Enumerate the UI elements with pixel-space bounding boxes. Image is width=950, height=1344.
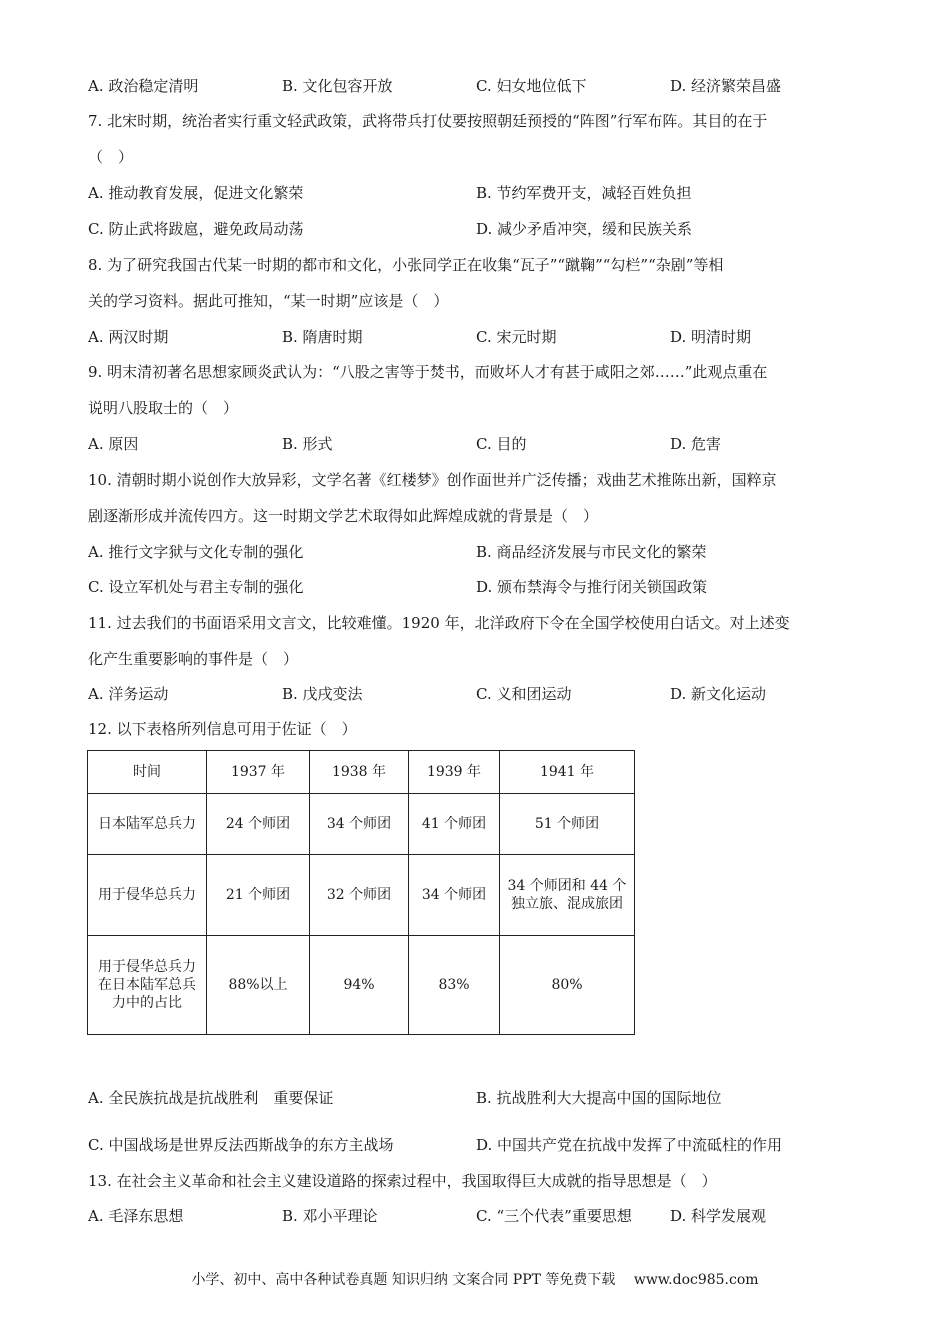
q8-option-a: A. 两汉时期 bbox=[88, 328, 169, 346]
q7-stem-line2: （ ） bbox=[88, 148, 134, 166]
table-header-cell: 时间 bbox=[88, 751, 207, 794]
table-header-cell: 1937 年 bbox=[207, 751, 310, 794]
table-cell: 用于侵华总兵力在日本陆军总兵力中的占比 bbox=[88, 936, 207, 1035]
table-cell: 32 个师团 bbox=[310, 855, 409, 936]
q10-option-c: C. 设立军机处与君主专制的强化 bbox=[88, 578, 304, 596]
q12-option-c: C. 中国战场是世界反法西斯战争的东方主战场 bbox=[88, 1136, 394, 1154]
table-cell: 80% bbox=[500, 936, 635, 1035]
q6-option-a: A. 政治稳定清明 bbox=[88, 77, 199, 95]
q8-option-d: D. 明清时期 bbox=[670, 328, 752, 346]
footer-text: 小学、初中、高中各种试卷真题 知识归纳 文案合同 PPT 等免费下载 www.doc985.com bbox=[191, 1272, 759, 1288]
q11-option-a: A. 洋务运动 bbox=[88, 685, 169, 703]
q9-option-a: A. 原因 bbox=[88, 435, 139, 453]
table-header-cell: 1938 年 bbox=[310, 751, 409, 794]
table-header-cell: 1941 年 bbox=[500, 751, 635, 794]
troop-table bbox=[87, 750, 635, 1035]
q11-stem-line1: 11. 过去我们的书面语采用文言文，比较难懂。1920 年，北洋政府下令在全国学校使用白话文。对上述变 bbox=[88, 614, 790, 632]
q11-option-d: D. 新文化运动 bbox=[670, 685, 767, 703]
table-cell: 用于侵华总兵力 bbox=[88, 855, 207, 936]
q13-option-a: A. 毛泽东思想 bbox=[88, 1207, 184, 1225]
table-cell: 日本陆军总兵力 bbox=[88, 794, 207, 855]
q7-option-d: D. 减少矛盾冲突，缓和民族关系 bbox=[476, 220, 693, 238]
table-cell: 21 个师团 bbox=[207, 855, 310, 936]
q13-stem: 13. 在社会主义革命和社会主义建设道路的探索过程中，我国取得巨大成就的指导思想是（ ） bbox=[88, 1172, 717, 1190]
table-row bbox=[88, 855, 635, 936]
q10-stem-line1: 10. 清朝时期小说创作大放异彩，文学名著《红楼梦》创作面世并广泛传播；戏曲艺术推陈出新，国粹京 bbox=[88, 471, 777, 489]
q9-option-c: C. 目的 bbox=[476, 435, 527, 453]
q9-option-b: B. 形式 bbox=[282, 435, 333, 453]
q6-option-d: D. 经济繁荣昌盛 bbox=[670, 77, 782, 95]
q12-option-d: D. 中国共产党在抗战中发挥了中流砥柱的作用 bbox=[476, 1136, 783, 1154]
table-header-row bbox=[88, 751, 635, 794]
q12-option-b: B. 抗战胜利大大提高中国的国际地位 bbox=[476, 1089, 722, 1107]
q11-option-c: C. 义和团运动 bbox=[476, 685, 572, 703]
table-cell: 41 个师团 bbox=[409, 794, 500, 855]
table-cell: 94% bbox=[310, 936, 409, 1035]
q7-option-c: C. 防止武将跋扈，避免政局动荡 bbox=[88, 220, 304, 238]
q9-option-d: D. 危害 bbox=[670, 435, 722, 453]
q10-stem-line2: 剧逐渐形成并流传四方。这一时期文学艺术取得如此辉煌成就的背景是（ ） bbox=[88, 507, 599, 525]
q12-stem: 12. 以下表格所列信息可用于佐证（ ） bbox=[88, 720, 357, 738]
q7-stem-line1: 7. 北宋时期，统治者实行重文轻武政策，武将带兵打仗要按照朝廷预授的“阵图”行军布阵。其目的在于 bbox=[88, 112, 768, 130]
q13-option-d: D. 科学发展观 bbox=[670, 1207, 767, 1225]
q9-stem-line2: 说明八股取士的（ ） bbox=[88, 399, 239, 417]
q8-option-c: C. 宋元时期 bbox=[476, 328, 557, 346]
table-header-cell: 1939 年 bbox=[409, 751, 500, 794]
q13-option-c: C. “三个代表”重要思想 bbox=[476, 1207, 632, 1225]
q9-stem-line1: 9. 明末清初著名思想家顾炎武认为：“八股之害等于焚书，而败坏人才有甚于咸阳之郊……”此观点重在 bbox=[88, 363, 768, 381]
table-cell: 24 个师团 bbox=[207, 794, 310, 855]
table-cell: 88%以上 bbox=[207, 936, 310, 1035]
q8-stem-line2: 关的学习资料。据此可推知，“某一时期”应该是（ ） bbox=[88, 292, 449, 310]
table-cell: 34 个师团 bbox=[310, 794, 409, 855]
q7-option-b: B. 节约军费开支，减轻百姓负担 bbox=[476, 184, 692, 202]
table-row bbox=[88, 794, 635, 855]
table-cell: 83% bbox=[409, 936, 500, 1035]
q13-option-b: B. 邓小平理论 bbox=[282, 1207, 378, 1225]
q8-stem-line1: 8. 为了研究我国古代某一时期的都市和文化，小张同学正在收集“瓦子”“蹴鞠”“勾栏”“杂剧”等相 bbox=[88, 256, 724, 274]
table-row bbox=[88, 936, 635, 1035]
table-cell: 34 个师团和 44 个独立旅、混成旅团 bbox=[500, 855, 635, 936]
q8-option-b: B. 隋唐时期 bbox=[282, 328, 363, 346]
q6-option-b: B. 文化包容开放 bbox=[282, 77, 393, 95]
q7-option-a: A. 推动教育发展，促进文化繁荣 bbox=[88, 184, 304, 202]
q10-option-b: B. 商品经济发展与市民文化的繁荣 bbox=[476, 543, 707, 561]
q10-option-d: D. 颁布禁海令与推行闭关锁国政策 bbox=[476, 578, 708, 596]
q6-option-c: C. 妇女地位低下 bbox=[476, 77, 587, 95]
q10-option-a: A. 推行文字狱与文化专制的强化 bbox=[88, 543, 304, 561]
table-cell: 34 个师团 bbox=[409, 855, 500, 936]
q11-option-b: B. 戊戌变法 bbox=[282, 685, 363, 703]
q12-option-a: A. 全民族抗战是抗战胜利 重要保证 bbox=[88, 1089, 334, 1107]
table-cell: 51 个师团 bbox=[500, 794, 635, 855]
q11-stem-line2: 化产生重要影响的事件是（ ） bbox=[88, 650, 299, 668]
